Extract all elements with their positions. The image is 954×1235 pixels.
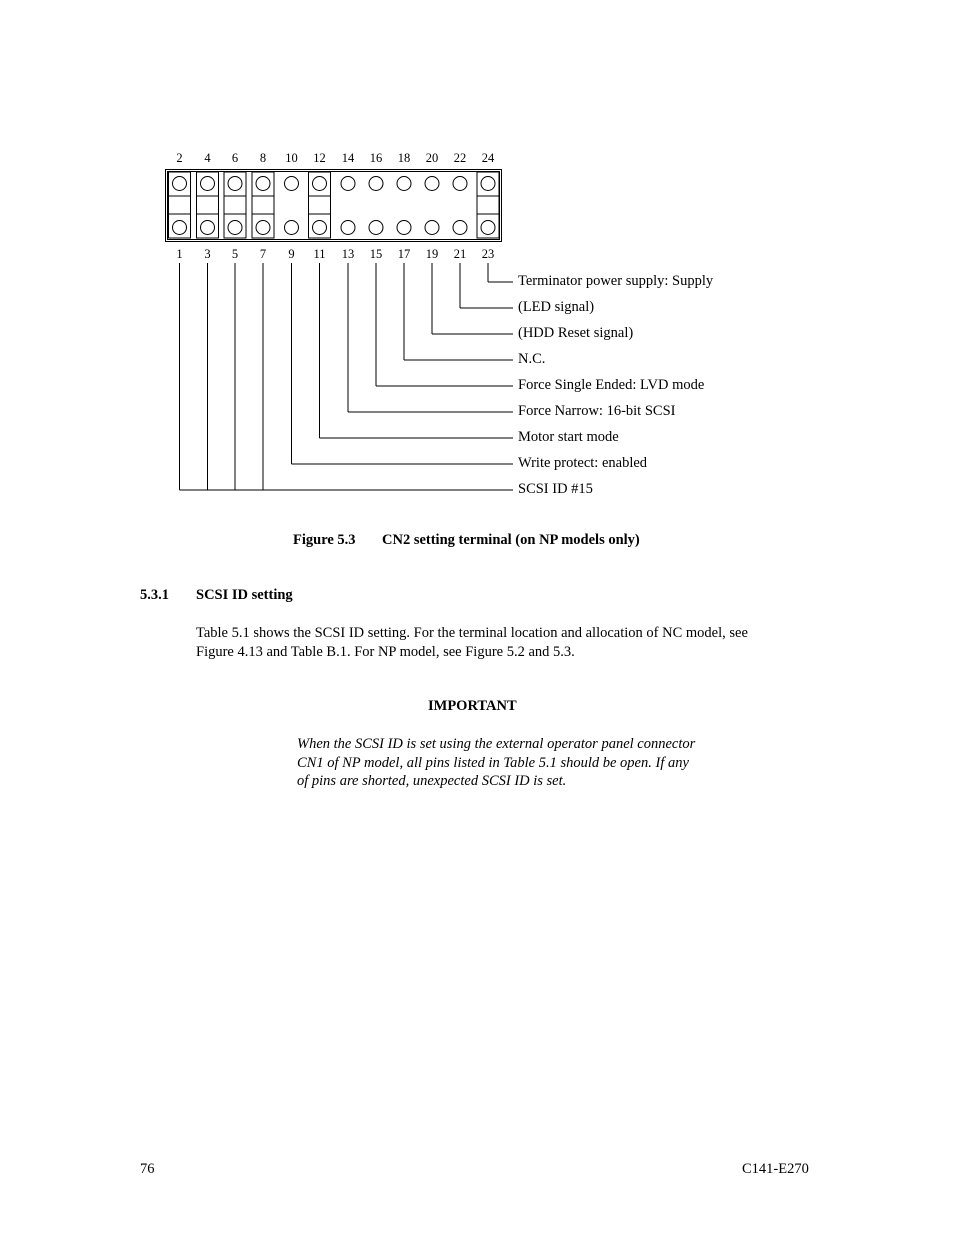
section-number: 5.3.1: [140, 587, 169, 603]
pin-circle: [397, 221, 411, 235]
important-line: CN1 of NP model, all pins listed in Table 5.1 should be open. If any: [297, 754, 689, 771]
pin-circle: [256, 221, 270, 235]
callout-motor-start: Motor start mode: [518, 429, 619, 445]
paragraph-line: Figure 4.13 and Table B.1. For NP model, see Figure 5.2 and 5.3.: [196, 643, 575, 660]
page-number: 76: [140, 1161, 155, 1177]
jumper-plug: [252, 172, 274, 238]
callout-nc: N.C.: [518, 351, 546, 367]
connector-outer-frame: [166, 170, 502, 242]
section-title: SCSI ID setting: [196, 587, 293, 603]
important-line: of pins are shorted, unexpected SCSI ID is set.: [297, 773, 567, 789]
connector-inner-frame: [168, 172, 500, 240]
pin-number-label: 14: [341, 151, 355, 165]
pin-circle: [313, 177, 327, 191]
callout-force-single-ended: Force Single Ended: LVD mode: [518, 377, 705, 393]
pin-number-label: 16: [369, 151, 383, 165]
pin-number-label: 22: [453, 151, 467, 165]
pin-number-label: 5: [231, 247, 239, 261]
pin-circle: [173, 221, 187, 235]
pin-number-label: 13: [341, 247, 355, 261]
pin-number-label: 19: [425, 247, 439, 261]
pin-circle: [425, 221, 439, 235]
pin-number-label: 1: [176, 247, 183, 261]
pin-circle: [285, 221, 299, 235]
document-code: C141-E270: [742, 1161, 809, 1177]
callout-hdd-reset: (HDD Reset signal): [518, 325, 634, 341]
jumper-plug: [224, 172, 246, 238]
callout-scsi-id: SCSI ID #15: [518, 481, 593, 497]
pin-number-label: 7: [259, 247, 267, 261]
jumper-plug: [197, 172, 219, 238]
pin-number-label: 6: [231, 151, 239, 165]
pin-number-label: 9: [288, 247, 295, 261]
pin-circle: [369, 177, 383, 191]
pin-circle: [173, 177, 187, 191]
pin-circle: [481, 177, 495, 191]
pin-circle: [228, 221, 242, 235]
cn2-setting-terminal-figure: [0, 0, 954, 520]
pin-number-label: 18: [397, 151, 411, 165]
pin-number-label: 17: [397, 247, 411, 261]
pin-circle: [256, 177, 270, 191]
pin-number-label: 15: [369, 247, 383, 261]
figure-caption-text: CN2 setting terminal (on NP models only): [382, 532, 640, 548]
callout-force-narrow: Force Narrow: 16-bit SCSI: [518, 403, 676, 419]
pin-circle: [201, 177, 215, 191]
pin-number-label: 3: [204, 247, 211, 261]
connector-block: [166, 170, 502, 242]
pin-circle: [313, 221, 327, 235]
pin-circle: [397, 177, 411, 191]
callout-write-protect: Write protect: enabled: [518, 455, 648, 471]
pin-circle: [201, 221, 215, 235]
pin-circle: [453, 177, 467, 191]
pin-number-label: 12: [313, 151, 326, 165]
pin-circle: [228, 177, 242, 191]
pin-circle: [369, 221, 383, 235]
pin-number-label: 4: [204, 151, 211, 165]
pin-circle: [341, 177, 355, 191]
pin-circle: [341, 221, 355, 235]
section-paragraph: [196, 624, 836, 661]
pin-circle: [285, 177, 299, 191]
pin-number-label: 2: [176, 151, 183, 165]
callout-led-signal: (LED signal): [518, 299, 595, 315]
jumper-plug: [477, 172, 499, 238]
pin-number-label: 24: [481, 151, 495, 165]
callout-leader-lines: [180, 263, 514, 490]
pin-circle: [425, 177, 439, 191]
pin-number-label: 21: [453, 247, 467, 261]
important-line: When the SCSI ID is set using the external operator panel connector: [297, 736, 696, 752]
pin-number-label: 20: [425, 151, 439, 165]
pin-number-label: 10: [285, 151, 298, 165]
important-heading: IMPORTANT: [428, 698, 517, 714]
figure-caption-number: Figure 5.3: [293, 532, 356, 548]
paragraph-line: Table 5.1 shows the SCSI ID setting. For the terminal location and allocation of NC model, see: [196, 625, 748, 641]
pin-number-label: 8: [259, 151, 267, 165]
pin-number-label: 11: [313, 247, 326, 261]
important-note: [297, 735, 757, 791]
pin-circle: [453, 221, 467, 235]
callout-terminator-power: Terminator power supply: Supply: [518, 273, 714, 289]
pin-number-label: 23: [481, 247, 495, 261]
jumper-plug: [169, 172, 191, 238]
pin-circle: [481, 221, 495, 235]
jumper-plug: [309, 172, 331, 238]
